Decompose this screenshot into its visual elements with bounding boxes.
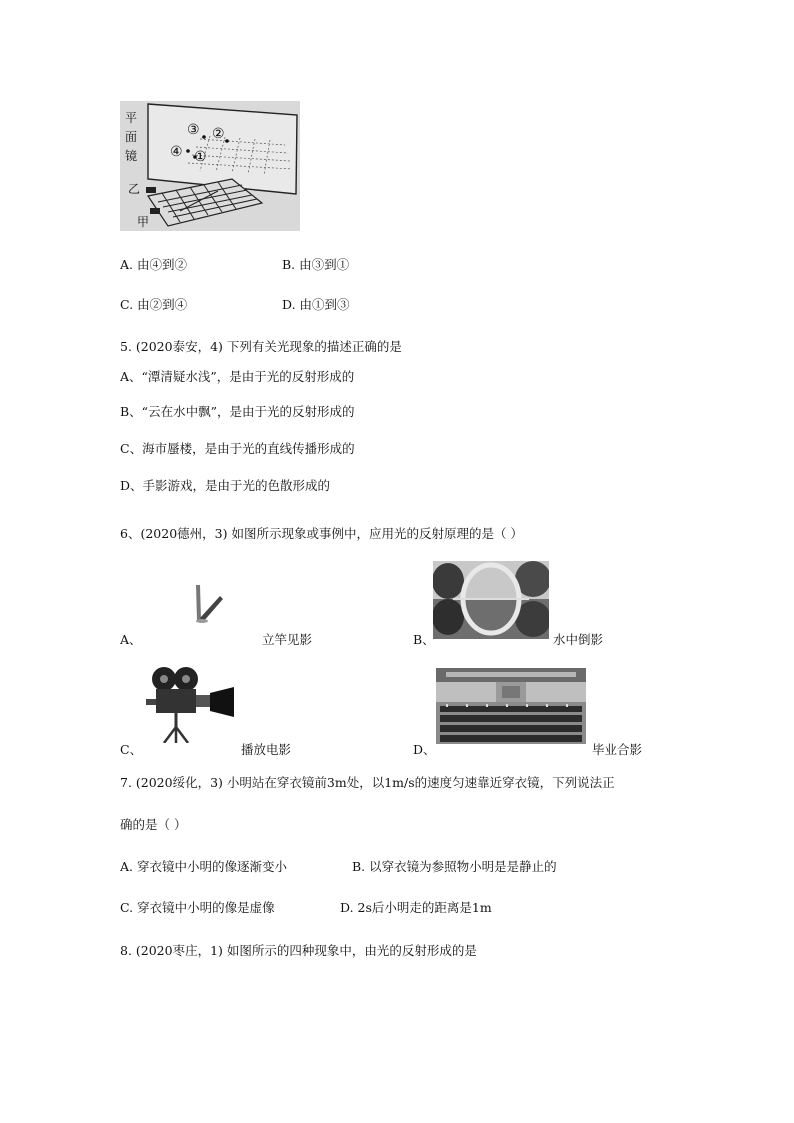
q5-option-d: D、手影游戏，是由于光的色散形成的 — [120, 478, 331, 493]
q6-stem: 6、(2020德州，3) 如图所示现象或事例中，应用光的反射原理的是（ ） — [120, 526, 523, 541]
q6-option-b-letter: B、 — [413, 632, 435, 647]
q8-stem: 8. (2020枣庄，1) 如图所示的四种现象中，由光的反射形成的是 — [120, 943, 477, 958]
point-1-label: ① — [194, 149, 207, 165]
q4-option-b: B. 由③到① — [282, 257, 350, 272]
q5-option-c: C、海市蜃楼，是由于光的直线传播形成的 — [120, 441, 355, 456]
q6-option-a-letter: A、 — [120, 632, 142, 647]
person-jia-label: 甲 — [137, 215, 150, 229]
q6-option-b-text: 水中倒影 — [553, 632, 604, 647]
q6-option-a-text: 立竿见影 — [262, 632, 313, 647]
q5-option-b: B、“云在水中飘”，是由于光的反射形成的 — [120, 404, 355, 419]
pole-shadow-image — [190, 580, 230, 625]
q4-option-d: D. 由①到③ — [282, 297, 350, 312]
q4-option-a: A. 由④到② — [120, 257, 187, 272]
q4-option-c: C. 由②到④ — [120, 297, 188, 312]
mirror-label-1: 平 — [125, 111, 138, 125]
q7-option-c: C. 穿衣镜中小明的像是虚像 — [120, 900, 275, 915]
film-projector-image — [142, 665, 236, 743]
q7-option-a: A. 穿衣镜中小明的像逐渐变小 — [120, 859, 287, 874]
q7-option-b: B. 以穿衣镜为参照物小明是是静止的 — [352, 859, 557, 874]
graduation-photo-image — [436, 668, 586, 744]
q7-stem-line1: 7. (2020绥化，3) 小明站在穿衣镜前3m处，以1m/s的速度匀速靠近穿衣镜，下列说法正 — [120, 775, 615, 790]
plane-mirror-figure — [120, 101, 300, 231]
mirror-label-3: 镜 — [125, 149, 138, 163]
water-reflection-image — [433, 561, 549, 639]
q5-option-a: A、“潭清疑水浅”，是由于光的反射形成的 — [120, 369, 355, 384]
q7-option-d: D. 2s后小明走的距离是1m — [340, 900, 492, 915]
person-yi-label: 乙 — [128, 182, 141, 196]
q7-stem-line2: 确的是（ ） — [120, 817, 187, 832]
q6-option-c-text: 播放电影 — [241, 742, 292, 757]
point-2-label: ② — [212, 126, 225, 142]
q5-stem: 5. (2020泰安，4) 下列有关光现象的描述正确的是 — [120, 339, 402, 354]
mirror-label-2: 面 — [125, 130, 138, 144]
point-4-label: ④ — [170, 144, 183, 160]
q6-option-c-letter: C、 — [120, 742, 143, 757]
q6-option-d-text: 毕业合影 — [592, 742, 643, 757]
point-3-label: ③ — [187, 122, 200, 138]
q6-option-d-letter: D、 — [413, 742, 436, 757]
